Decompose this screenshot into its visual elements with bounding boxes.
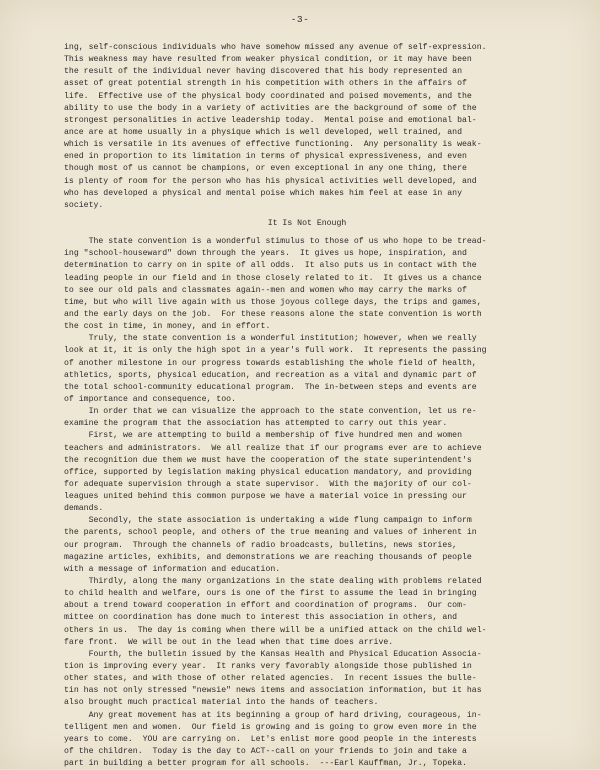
text-line: life. Effective use of the physical body coordinated and poised movements, and the	[64, 91, 472, 101]
text-line: of the children. Today is the day to ACT--call on your friends to join and take a	[64, 747, 467, 757]
text-line: First, we are attempting to build a membership of five hundred men and women	[64, 431, 462, 441]
text-line: others in us. The day is coming when there will be a unified attack on the child wel-	[64, 625, 487, 635]
document-body	[64, 42, 550, 770]
text-line: also brought much practical material into the hands of teachers.	[64, 698, 379, 708]
text-line: is plenty of room for the person who has his physical activities well developed, and	[64, 176, 477, 186]
text-line: mittee on coordination has done much to interest this association in others, and	[64, 613, 458, 623]
text-line: leagues united behind this common purpose we have a material voice in pressing our	[64, 492, 467, 502]
text-line: ing, self-conscious individuals who have somehow missed any avenue of self-expression.	[64, 43, 487, 52]
section-heading: It Is Not Enough	[267, 218, 347, 228]
text-line: the cost in time, in money, and in effort.	[64, 322, 271, 332]
text-line: This weakness may have resulted from weaker physical condition, or it may have been	[64, 55, 472, 65]
text-line: In order that we can visualize the approach to the state convention, let us re-	[64, 407, 477, 417]
text-line: tion is improving every year. It ranks very favorably alongside those published in	[64, 662, 472, 672]
text-line: the result of the individual never having discovered that his body represented an	[64, 67, 462, 77]
text-line: Fourth, the bulletin issued by the Kansas Health and Physical Education Associa-	[64, 649, 482, 659]
text-line: years to come. YOU are carrying on. Let's enlist more good people in the interests	[64, 734, 477, 744]
text-line: demands.	[64, 504, 104, 514]
text-line: though most of us cannot be champions, or even exceptional in any one thing, there	[64, 164, 467, 174]
text-line: ing "school-houseward" down through the years. It gives us hope, inspiration, and	[64, 249, 467, 259]
paragraph-block-2	[64, 236, 550, 770]
text-line: ability to use the body in a variety of activities are the background of some of the	[64, 103, 477, 113]
page-number: -3-	[290, 14, 310, 25]
text-line: and the early days on the job. For these reasons alone the state convention is worth	[64, 309, 482, 319]
text-line: strongest personalities in active leadership today. Mental poise and emotional bal-	[64, 115, 477, 125]
text-line: to child health and welfare, ours is one of the first to assume the lead in bringing	[64, 589, 477, 599]
text-line: with a message of information and education.	[64, 564, 281, 574]
text-line: Thirdly, along the many organizations in the state dealing with problems related	[64, 577, 482, 587]
text-line: athletics, sports, physical education, and recreation as a vital and dynamic part of	[64, 370, 477, 380]
text-line: time, but who will live again with us those joyous college days, the trips and games,	[64, 297, 482, 307]
text-line: office, supported by legislation making physical education mandatory, and providing	[64, 467, 472, 477]
text-line: Any great movement has at its beginning a group of hard driving, courageous, in-	[64, 710, 482, 720]
text-line: The state convention is a wonderful stimulus to those of us who hope to be tread-	[64, 237, 487, 247]
text-line: to see our old pals and classmates again--men and women who may carry the marks of	[64, 285, 467, 295]
text-line: of another milestone in our progress towards establishing the whole field of health,	[64, 358, 477, 368]
text-line: telligent men and women. Our field is growing and is going to grow even more in the	[64, 722, 477, 732]
text-line: asset of great potential strength in his competition with others in the affairs of	[64, 79, 467, 89]
text-line: leading people in our field and in those closely related to it. It gives us a chance	[64, 273, 482, 283]
text-line: the parents, school people, and others of the true meaning and values of inherent in	[64, 528, 477, 538]
text-line: ened in proportion to its limitation in terms of physical expressiveness, and even	[64, 152, 467, 162]
text-line: determination to carry on in spite of all odds. It also puts us in contact with the	[64, 261, 477, 271]
text-line: fare front. We will be out in the lead when that time does arrive.	[64, 637, 394, 647]
text-line: teachers and administrators. We all realize that if our programs ever are to achieve	[64, 443, 482, 453]
text-line: our program. Through the channels of radio broadcasts, bulletins, news stories,	[64, 540, 458, 550]
text-line: which is versatile in its avenues of effective functioning. Any personality is weak-	[64, 140, 482, 150]
text-line: the recognition due them we must have the cooperation of the state superintendent's	[64, 455, 472, 465]
text-line: of importance and consequence, too.	[64, 394, 236, 404]
text-line: society.	[64, 200, 104, 210]
text-line: magazine articles, exhibits, and demonstrations we are reaching thousands of people	[64, 552, 472, 562]
text-line: Truly, the state convention is a wonderful institution; however, when we really	[64, 334, 477, 344]
text-line: about a trend toward cooperation in effort and coordination of programs. Our com-	[64, 601, 467, 611]
text-line: ance are at home usually in a physique which is well developed, well trained, and	[64, 127, 462, 137]
text-line: tin has not only stressed "newsie" news items and association information, but it has	[64, 686, 482, 696]
text-line: part in building a better program for all schools. ---Earl Kauffman, Jr., Topeka.	[64, 759, 467, 769]
text-line: other states, and with those of other related agencies. In recent issues the bulle-	[64, 674, 477, 684]
text-line: Secondly, the state association is undertaking a wide flung campaign to inform	[64, 516, 472, 526]
paragraph-block-1	[64, 42, 550, 212]
text-line: the total school-community educational program. The in-between steps and events are	[64, 382, 477, 392]
text-line: who has developed a physical and mental poise which makes him feel at ease in any	[64, 188, 462, 198]
text-line: for adequate supervision through a state supervisor. With the majority of our col-	[64, 479, 472, 489]
text-line: examine the program that the association has attempted to carry out this year.	[64, 419, 448, 429]
text-line: look at it, it is only the high spot in a year's full work. It represents the passing	[64, 346, 487, 356]
